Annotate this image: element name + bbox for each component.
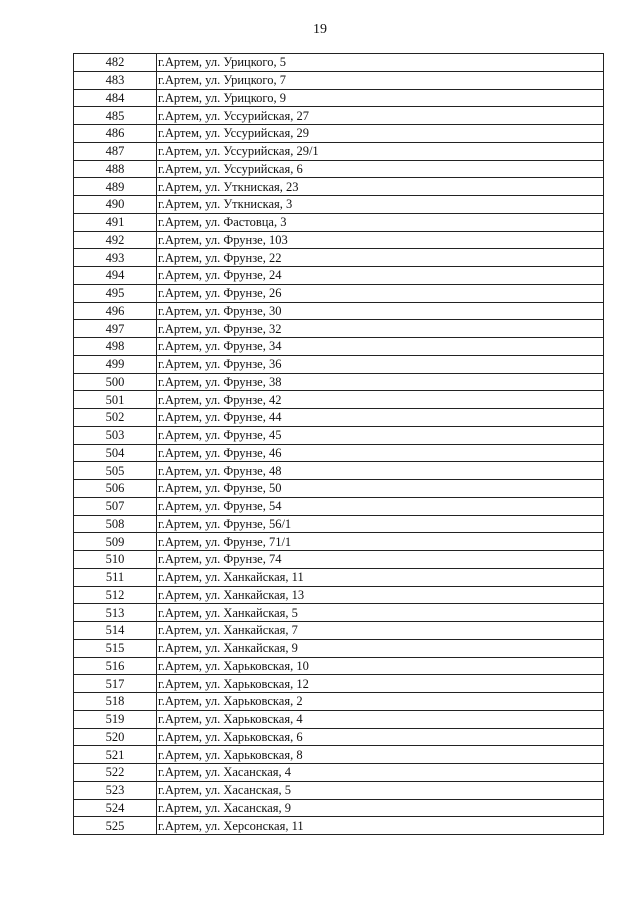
address-cell: г.Артем, ул. Ханкайская, 5	[157, 604, 604, 622]
table-row	[74, 497, 604, 515]
table-row	[74, 231, 604, 249]
address-cell: г.Артем, ул. Уссурийская, 6	[157, 160, 604, 178]
row-number-cell: 520	[74, 728, 157, 746]
address-cell: г.Артем, ул. Фрунзе, 26	[157, 284, 604, 302]
table-row	[74, 657, 604, 675]
table-row	[74, 54, 604, 72]
table-row	[74, 533, 604, 551]
table-row	[74, 355, 604, 373]
address-cell: г.Артем, ул. Фрунзе, 45	[157, 426, 604, 444]
address-cell: г.Артем, ул. Хасанская, 5	[157, 781, 604, 799]
row-number-cell: 486	[74, 125, 157, 143]
table-row	[74, 89, 604, 107]
address-cell: г.Артем, ул. Хасанская, 4	[157, 764, 604, 782]
row-number-cell: 503	[74, 426, 157, 444]
table-row	[74, 409, 604, 427]
row-number-cell: 500	[74, 373, 157, 391]
row-number-cell: 495	[74, 284, 157, 302]
table-row	[74, 125, 604, 143]
row-number-cell: 497	[74, 320, 157, 338]
table-row	[74, 710, 604, 728]
row-number-cell: 509	[74, 533, 157, 551]
address-cell: г.Артем, ул. Фрунзе, 54	[157, 497, 604, 515]
address-cell: г.Артем, ул. Харьковская, 4	[157, 710, 604, 728]
address-cell: г.Артем, ул. Фрунзе, 36	[157, 355, 604, 373]
row-number-cell: 492	[74, 231, 157, 249]
table-row	[74, 284, 604, 302]
row-number-cell: 510	[74, 551, 157, 569]
address-cell: г.Артем, ул. Фрунзе, 50	[157, 480, 604, 498]
row-number-cell: 494	[74, 267, 157, 285]
row-number-cell: 505	[74, 462, 157, 480]
table-row	[74, 320, 604, 338]
row-number-cell: 496	[74, 302, 157, 320]
address-cell: г.Артем, ул. Фрунзе, 42	[157, 391, 604, 409]
table-row	[74, 480, 604, 498]
row-number-cell: 499	[74, 355, 157, 373]
address-table	[73, 53, 604, 835]
row-number-cell: 512	[74, 586, 157, 604]
row-number-cell: 484	[74, 89, 157, 107]
row-number-cell: 489	[74, 178, 157, 196]
table-row	[74, 675, 604, 693]
address-cell: г.Артем, ул. Фрунзе, 74	[157, 551, 604, 569]
table-row	[74, 338, 604, 356]
address-cell: г.Артем, ул. Фрунзе, 56/1	[157, 515, 604, 533]
address-cell: г.Артем, ул. Ханкайская, 7	[157, 622, 604, 640]
row-number-cell: 515	[74, 639, 157, 657]
row-number-cell: 507	[74, 497, 157, 515]
table-row	[74, 462, 604, 480]
table-row	[74, 639, 604, 657]
address-cell: г.Артем, ул. Фрунзе, 44	[157, 409, 604, 427]
row-number-cell: 516	[74, 657, 157, 675]
row-number-cell: 506	[74, 480, 157, 498]
address-cell: г.Артем, ул. Фрунзе, 34	[157, 338, 604, 356]
table-row	[74, 160, 604, 178]
table-row	[74, 764, 604, 782]
row-number-cell: 524	[74, 799, 157, 817]
address-cell: г.Артем, ул. Фрунзе, 48	[157, 462, 604, 480]
address-cell: г.Артем, ул. Фрунзе, 24	[157, 267, 604, 285]
address-cell: г.Артем, ул. Урицкого, 5	[157, 54, 604, 72]
table-row	[74, 426, 604, 444]
table-row	[74, 817, 604, 835]
address-cell: г.Артем, ул. Фастовца, 3	[157, 213, 604, 231]
address-cell: г.Артем, ул. Уткниская, 3	[157, 196, 604, 214]
table-row	[74, 71, 604, 89]
row-number-cell: 525	[74, 817, 157, 835]
table-row	[74, 249, 604, 267]
table-row	[74, 178, 604, 196]
address-cell: г.Артем, ул. Фрунзе, 32	[157, 320, 604, 338]
table-row	[74, 196, 604, 214]
table-row	[74, 746, 604, 764]
page-number: 19	[313, 22, 327, 37]
table-row	[74, 551, 604, 569]
address-cell: г.Артем, ул. Херсонская, 11	[157, 817, 604, 835]
address-cell: г.Артем, ул. Уткниская, 23	[157, 178, 604, 196]
row-number-cell: 490	[74, 196, 157, 214]
table-row	[74, 391, 604, 409]
address-cell: г.Артем, ул. Ханкайская, 13	[157, 586, 604, 604]
table-row	[74, 799, 604, 817]
row-number-cell: 501	[74, 391, 157, 409]
row-number-cell: 498	[74, 338, 157, 356]
address-cell: г.Артем, ул. Фрунзе, 71/1	[157, 533, 604, 551]
row-number-cell: 511	[74, 568, 157, 586]
address-cell: г.Артем, ул. Уссурийская, 27	[157, 107, 604, 125]
address-table-body	[74, 54, 604, 835]
table-row	[74, 728, 604, 746]
address-cell: г.Артем, ул. Хасанская, 9	[157, 799, 604, 817]
address-cell: г.Артем, ул. Урицкого, 7	[157, 71, 604, 89]
row-number-cell: 487	[74, 142, 157, 160]
row-number-cell: 514	[74, 622, 157, 640]
table-row	[74, 515, 604, 533]
address-cell: г.Артем, ул. Фрунзе, 103	[157, 231, 604, 249]
row-number-cell: 493	[74, 249, 157, 267]
table-row	[74, 302, 604, 320]
address-cell: г.Артем, ул. Харьковская, 12	[157, 675, 604, 693]
row-number-cell: 523	[74, 781, 157, 799]
row-number-cell: 488	[74, 160, 157, 178]
address-cell: г.Артем, ул. Ханкайская, 11	[157, 568, 604, 586]
table-row	[74, 373, 604, 391]
row-number-cell: 513	[74, 604, 157, 622]
address-cell: г.Артем, ул. Уссурийская, 29	[157, 125, 604, 143]
table-row	[74, 444, 604, 462]
table-row	[74, 586, 604, 604]
address-cell: г.Артем, ул. Фрунзе, 30	[157, 302, 604, 320]
row-number-cell: 517	[74, 675, 157, 693]
table-row	[74, 781, 604, 799]
address-cell: г.Артем, ул. Харьковская, 2	[157, 693, 604, 711]
table-row	[74, 267, 604, 285]
row-number-cell: 522	[74, 764, 157, 782]
table-row	[74, 142, 604, 160]
address-cell: г.Артем, ул. Харьковская, 8	[157, 746, 604, 764]
row-number-cell: 502	[74, 409, 157, 427]
row-number-cell: 483	[74, 71, 157, 89]
address-cell: г.Артем, ул. Харьковская, 10	[157, 657, 604, 675]
table-row	[74, 622, 604, 640]
address-cell: г.Артем, ул. Фрунзе, 38	[157, 373, 604, 391]
row-number-cell: 504	[74, 444, 157, 462]
table-row	[74, 604, 604, 622]
table-row	[74, 568, 604, 586]
table-row	[74, 107, 604, 125]
row-number-cell: 518	[74, 693, 157, 711]
row-number-cell: 519	[74, 710, 157, 728]
table-row	[74, 693, 604, 711]
row-number-cell: 508	[74, 515, 157, 533]
address-cell: г.Артем, ул. Фрунзе, 22	[157, 249, 604, 267]
address-cell: г.Артем, ул. Харьковская, 6	[157, 728, 604, 746]
row-number-cell: 521	[74, 746, 157, 764]
row-number-cell: 485	[74, 107, 157, 125]
address-cell: г.Артем, ул. Ханкайская, 9	[157, 639, 604, 657]
row-number-cell: 491	[74, 213, 157, 231]
address-cell: г.Артем, ул. Урицкого, 9	[157, 89, 604, 107]
table-row	[74, 213, 604, 231]
row-number-cell: 482	[74, 54, 157, 72]
address-cell: г.Артем, ул. Фрунзе, 46	[157, 444, 604, 462]
address-cell: г.Артем, ул. Уссурийская, 29/1	[157, 142, 604, 160]
